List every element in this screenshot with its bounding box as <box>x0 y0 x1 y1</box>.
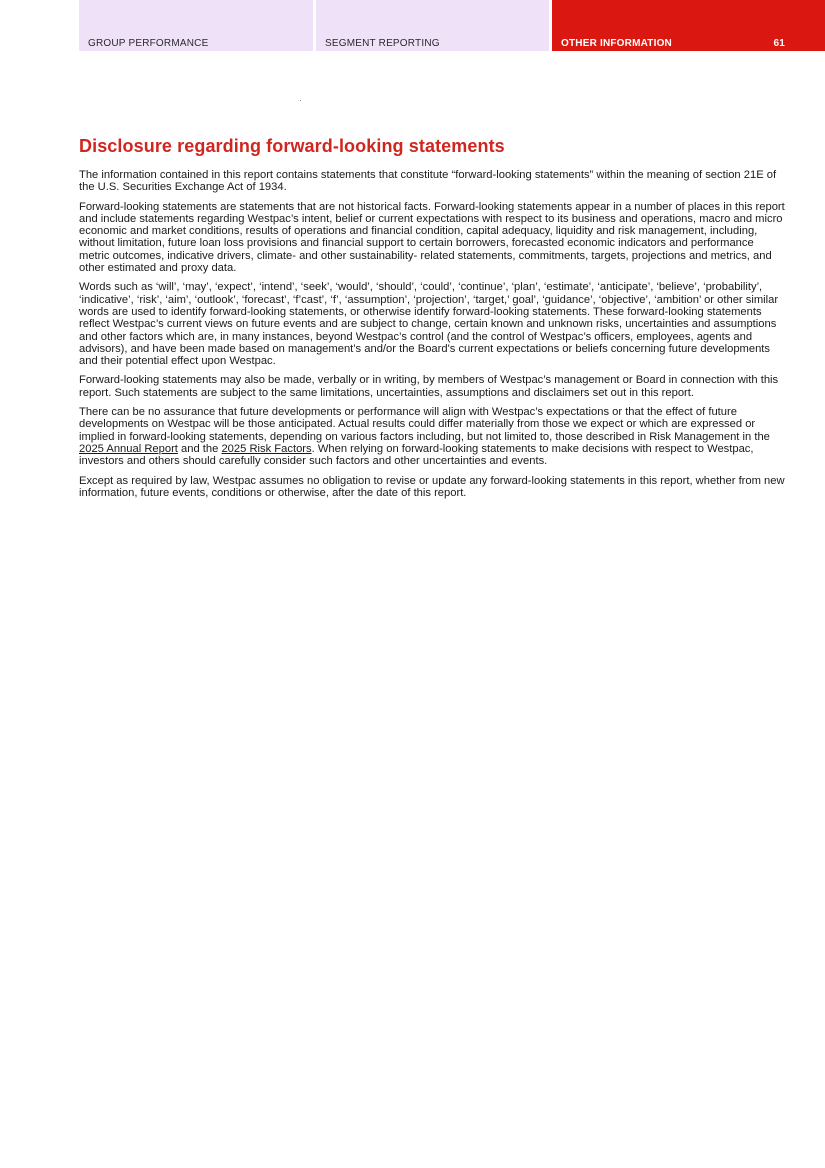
text-segment: and the <box>177 442 222 455</box>
section-navigation <box>79 0 825 51</box>
paragraph-no-obligation: Except as required by law, Westpac assumes no obligation to revise or update any forward-looking statements in this report, whether from new information, future events, conditions or otherwise, after the date of this report. <box>79 474 785 499</box>
paragraph-management-statements: Forward-looking statements may also be made, verbally or in writing, by members of Westpac’s management or Board in connection with this report. Such statements are subject to the same limitations, uncertainties, assumptions and disclaimers set out in this report. <box>79 374 779 399</box>
tab-label: GROUP PERFORMANCE <box>88 38 209 49</box>
decorative-dot <box>300 100 301 101</box>
paragraph-no-assurance <box>79 406 787 467</box>
disclosure-section <box>79 136 787 506</box>
paragraph-keywords: Words such as ‘will’, ‘may’, ‘expect’, ‘intend’, ‘seek’, ‘would’, ‘should’, ‘could’, ‘continue’, ‘plan’, ‘estimate’, ‘anticipate’, ‘believe’, ‘probability’, ‘indicative’, ‘risk’, ‘aim’, ‘outlook’, ‘forecast’, ‘f’cast’, ‘f’, ‘assumption’, ‘projection’, ‘target,’ goal’, ‘guidance’, ‘objective’, ‘ambition’ or other similar words are used to identify forward-looking statements, or otherwise identify forward-looking statements. These forward-looking statements reflect Westpac’s current views on future events and are subject to change, certain known and unknown risks, uncertainties and assumptions and other factors which are, in many instances, beyond Westpac’s control (and the control of Westpac’s officers, employees, agents and advisors), and have been made based on management’s and/or the Board's current expectations or beliefs concerning future developments and their potential effect upon Westpac. <box>79 281 779 368</box>
risk-factors-link[interactable]: 2025 Risk Factors <box>221 442 312 455</box>
paragraph-definition: Forward-looking statements are statements that are not historical facts. Forward-looking statements appear in a number of places in this report and include statements regarding Westpac’s intent, belief or current expectations with respect to its business and operations, macro and micro economic and market conditions, results of operations and financial condition, capital adequacy, liquidity and risk management, including, without limitation, future loan loss provisions and financial support to certain borrowers, forecasted economic indicators and performance metric outcomes, indicative drivers, climate- and other sustainability- related statements, commitments, targets, projections and metrics, and other estimated and proxy data. <box>79 200 785 275</box>
section-title: Disclosure regarding forward-looking statements <box>79 136 505 156</box>
paragraph-intro: The information contained in this report contains statements that constitute “forward-looking statements” within the meaning of section 21E of the U.S. Securities Exchange Act of 1934. <box>79 169 777 194</box>
page-number: 61 <box>773 38 785 49</box>
tab-label: SEGMENT REPORTING <box>325 38 440 49</box>
text-segment: . When relying on forward-looking statements to make decisions with respect to Westpac, investors and others should carefully consider such factors and other uncertainties and events. <box>79 442 754 468</box>
annual-report-link[interactable]: 2025 Annual Report <box>79 442 178 455</box>
tab-label: OTHER INFORMATION <box>561 38 672 49</box>
tab-group-performance[interactable] <box>79 0 313 51</box>
tab-other-information[interactable] <box>552 0 825 51</box>
tab-segment-reporting[interactable] <box>316 0 549 51</box>
text-segment: There can be no assurance that future developments or performance will align with Westpac’s expectations or that the effect of future developments on Westpac will be those anticipated. Actual results could differ materially from those we expect or which are expressed or implied in forward-looking statements, depending on various factors including, but not limited to, those described in Risk Management in the <box>79 406 770 443</box>
